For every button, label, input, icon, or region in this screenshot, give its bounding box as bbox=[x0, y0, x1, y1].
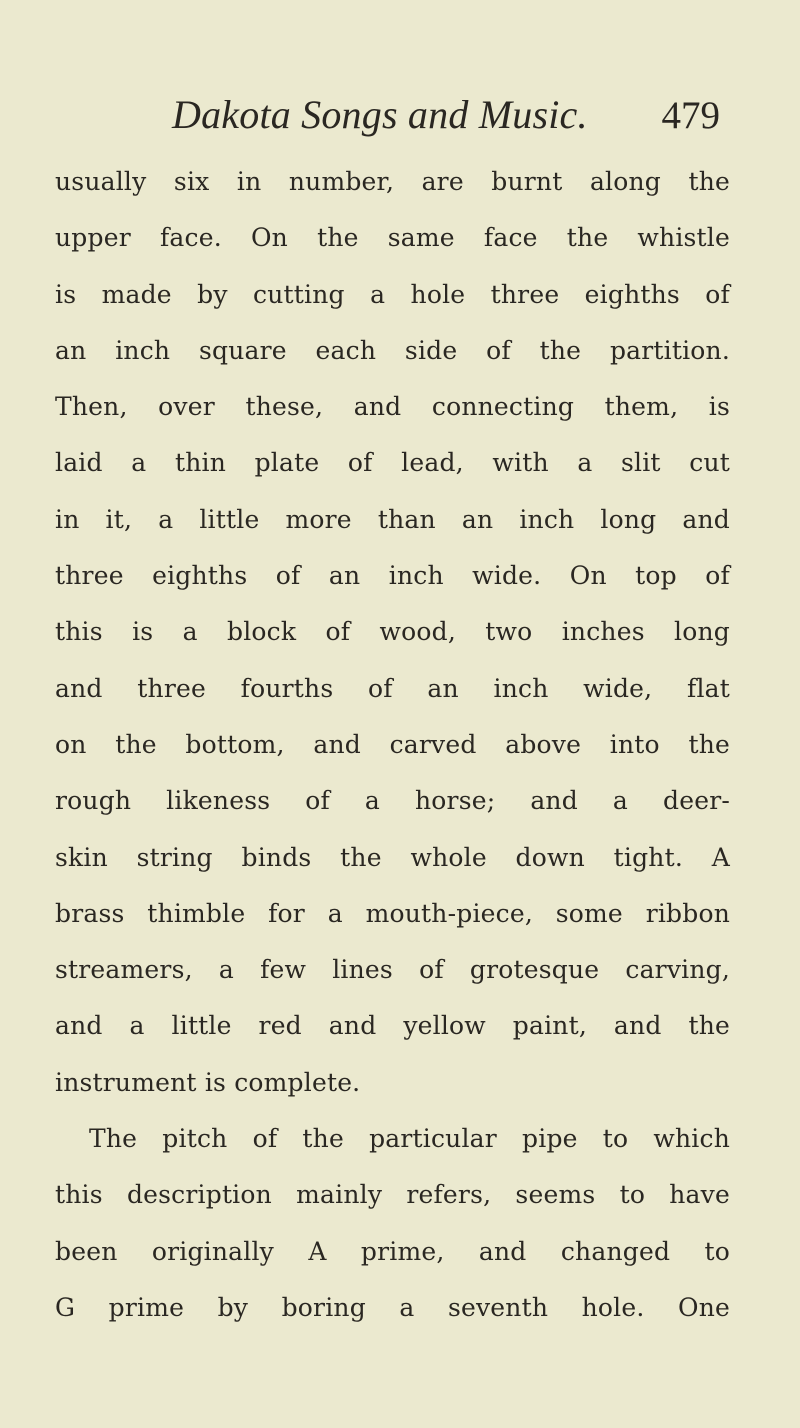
text-line: upper face. On the same face the whistle bbox=[55, 223, 730, 253]
body-text bbox=[55, 154, 730, 1336]
text-line: usually six in number, are burnt along the bbox=[55, 167, 730, 196]
text-line: brass thimble for a mouth-piece, some ribbon bbox=[55, 898, 730, 928]
running-title: Dakota Songs and Music. bbox=[172, 92, 588, 137]
text-line: streamers, a few lines of grotesque carving, bbox=[55, 955, 730, 985]
text-line: laid a thin plate of lead, with a slit cut bbox=[55, 448, 730, 478]
text-line: this is a block of wood, two inches long bbox=[55, 617, 730, 647]
text-line: on the bottom, and carved above into the bbox=[55, 729, 730, 759]
text-line: this description mainly refers, seems to have bbox=[55, 1180, 730, 1210]
text-line: in it, a little more than an inch long and bbox=[55, 504, 730, 534]
text-line: and three fourths of an inch wide, flat bbox=[55, 673, 730, 703]
text-line: skin string binds the whole down tight. A bbox=[55, 842, 730, 872]
text-line: and a little red and yellow paint, and the bbox=[55, 1011, 730, 1041]
page-number: 479 bbox=[661, 94, 720, 137]
text-line: an inch square each side of the partition. bbox=[55, 335, 730, 365]
text-line: is made by cutting a hole three eighths of bbox=[55, 279, 730, 309]
running-head bbox=[110, 89, 720, 149]
text-line: The pitch of the particular pipe to which bbox=[89, 1124, 730, 1154]
text-line: Then, over these, and connecting them, is bbox=[55, 392, 730, 422]
text-line: three eighths of an inch wide. On top of bbox=[55, 561, 730, 591]
text-line: rough likeness of a horse; and a deer- bbox=[55, 786, 730, 816]
text-line: instrument is complete. bbox=[55, 1067, 361, 1097]
text-line: been originally A prime, and changed to bbox=[55, 1236, 730, 1266]
text-line: G prime by boring a seventh hole. One bbox=[55, 1292, 730, 1322]
